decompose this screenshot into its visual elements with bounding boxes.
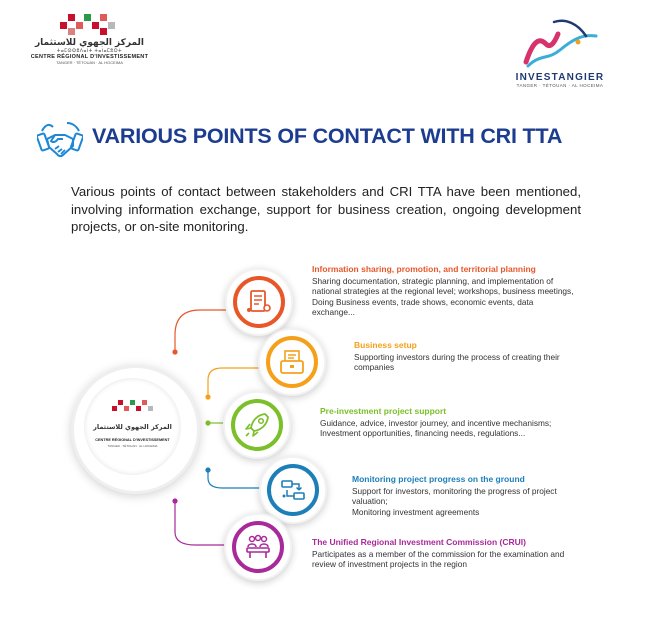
cri-logo-tifinagh: ⵜⴰⵎⵙⵙⵓⴷⴰⵏⵜ ⵜⴰⵏⴰⵎⵓⵔⵜ <box>56 48 123 53</box>
contact-item-1-text <box>312 264 577 318</box>
document-network-icon <box>245 288 273 316</box>
contact-item-4-text <box>352 474 592 517</box>
contact-item-5-description: Participates as a member of the commission for the examination and review of investment projects in the region <box>312 548 565 570</box>
center-badge-region: TANGER · TÉTOUAN · AL HOCEIMA <box>107 444 158 448</box>
investangier-name: INVESTANGIER <box>515 72 605 83</box>
contact-item-5-ring <box>232 521 284 573</box>
intro-paragraph: Various points of contact between stakeholders and CRI TTA have been mentioned, involving information exchange, support for business creation, ongoing development projects, or on-site monitoring. <box>71 184 581 234</box>
contact-item-1-title: Information sharing, promotion, and territorial planning <box>312 264 536 274</box>
meeting-table-icon <box>244 533 272 561</box>
center-logo-mark-icon <box>112 400 152 415</box>
contact-item-3-ring <box>231 399 283 451</box>
briefcase-documents-icon <box>278 348 306 376</box>
contact-item-5-title: The Unified Regional Investment Commission (CRUI) <box>312 537 526 547</box>
cri-logo-arabic: المركز الجهوي للاستثمار <box>35 38 144 48</box>
center-badge-arabic: المركز الجهوي للاستثمار <box>93 423 172 431</box>
contact-item-2-text <box>354 340 584 373</box>
contact-item-2-title: Business setup <box>354 340 417 350</box>
contact-item-3-text <box>320 406 590 439</box>
contact-item-4-ring <box>267 464 319 516</box>
contact-item-3-badge <box>223 391 291 459</box>
contact-item-4-description-line-2: Monitoring investment agreements <box>352 506 480 517</box>
contact-item-2-description: Supporting investors during the process of creating their companies <box>354 351 560 373</box>
contact-item-4-badge <box>259 456 327 524</box>
center-cri-badge <box>71 365 200 494</box>
contact-item-3-title: Pre-investment project support <box>320 406 447 416</box>
center-badge-name: CENTRE RÉGIONAL D'INVESTISSEMENT <box>95 438 170 442</box>
contact-item-2-ring <box>266 336 318 388</box>
page-title: VARIOUS POINTS OF CONTACT WITH CRI TTA <box>92 124 563 148</box>
contact-item-4-description-line-1: Support for investors, monitoring the progress of project valuation; <box>352 485 557 507</box>
contact-item-5-badge <box>224 513 292 581</box>
contact-item-4-title: Monitoring project progress on the ground <box>352 474 525 484</box>
center-badge-inner <box>84 378 181 475</box>
contact-item-3-description: Guidance, advice, investor journey, and incentive mechanisms; Investment opportunities, financing needs, regulations... <box>320 417 552 439</box>
workflow-icon <box>279 476 307 504</box>
cri-logo-region: TANGER · TÉTOUAN · AL HOCEIMA <box>56 60 123 65</box>
contact-item-2-badge <box>258 328 326 396</box>
rocket-icon <box>243 411 271 439</box>
investangier-subtitle: TANGER · TÉTOUAN · AL HOCEIMA <box>516 83 604 88</box>
cri-logo-name: CENTRE RÉGIONAL D'INVESTISSEMENT <box>30 54 149 60</box>
contact-item-1-badge <box>225 268 293 336</box>
contact-item-1-description: Sharing documentation, strategic planning, and implementation of national strategies at the regional level; workshops, business meetings, Doing Business events, trade shows, economic events, data exchange... <box>312 275 574 318</box>
contact-item-5-text <box>312 537 582 570</box>
contact-item-1-ring <box>233 276 285 328</box>
